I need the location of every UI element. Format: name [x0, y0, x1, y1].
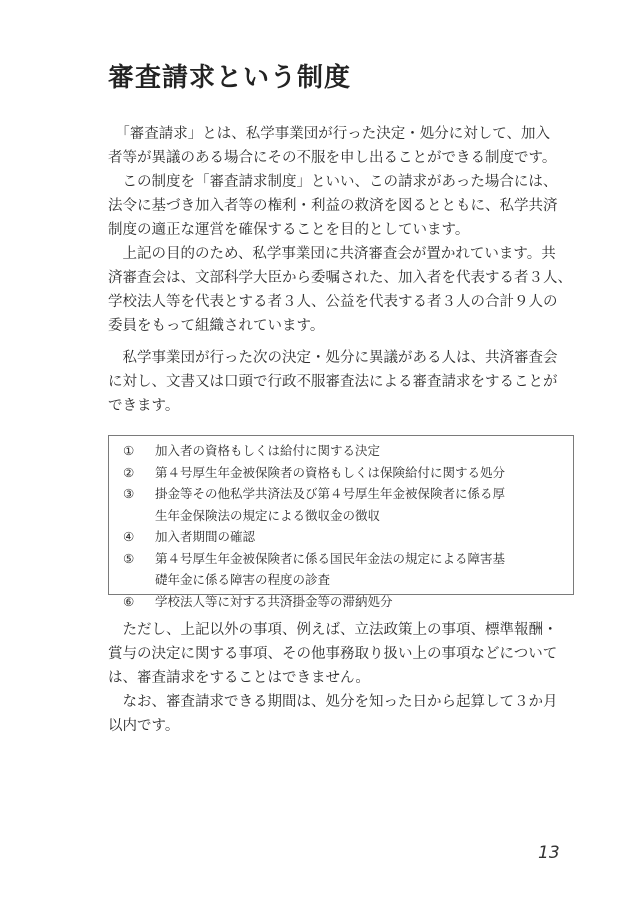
- paragraph: [108, 242, 578, 338]
- text-line: 済審査会は、文部科学大臣から委嘱された、加入者を代表する者３人、: [108, 270, 572, 286]
- paragraph: [108, 170, 578, 242]
- text-line: は、審査請求をすることはできません。: [108, 670, 370, 686]
- text-line: 委員をもって組織されています。: [108, 318, 325, 334]
- text-line: 以内です。: [108, 718, 180, 734]
- list-item-text: 生年金保険法の規定による徴収金の徴収: [155, 507, 381, 523]
- text-line: 上記の目的のため、私学事業団に共済審査会が置かれています。共: [108, 246, 556, 262]
- paragraph: [108, 618, 578, 690]
- text-line: に対し、文書又は口頭で行政不服審査法による審査請求をすることが: [108, 374, 558, 390]
- text-line: できます。: [108, 398, 180, 414]
- text-line: 学校法人等を代表とする者３人、公益を代表する者３人の合計９人の: [108, 294, 558, 310]
- decision-list-box: [108, 435, 574, 609]
- text-line: 私学事業団が行った次の決定・処分に異議がある人は、共済審査会: [108, 350, 558, 366]
- list-item-text: 加入者期間の確認: [155, 529, 256, 544]
- paragraph: [108, 346, 578, 418]
- list-item: [123, 548, 505, 591]
- list-item-text: 第４号厚生年金被保険者の資格もしくは保険給付に関する処分: [155, 464, 506, 480]
- list-item-number: ⑥: [123, 593, 135, 609]
- text-line: なお、審査請求できる期間は、処分を知った日から起算して３か月: [108, 694, 558, 710]
- intro-section: [108, 122, 578, 338]
- text-line: 賞与の決定に関する事項、その他事務取り扱い上の事項などについて: [108, 646, 558, 662]
- text-line: 法令に基づき加入者等の権利・利益の救済を図るとともに、私学共済: [108, 198, 558, 214]
- list-item: [123, 462, 505, 484]
- list-item-text: 掛金等その他私学共済法及び第４号厚生年金被保険者に係る厚: [155, 486, 506, 501]
- list-item: [123, 591, 505, 613]
- text-line: 制度の適正な運営を確保することを目的としています。: [108, 222, 470, 238]
- list-item-text: 第４号厚生年金被保険者に係る国民年金法の規定による障害基: [155, 550, 506, 566]
- paragraph: [108, 690, 578, 738]
- list-item: [123, 440, 505, 462]
- page-title: 審査請求という制度: [108, 63, 352, 93]
- list-item: [123, 526, 505, 548]
- list-item: [123, 483, 505, 526]
- decision-list: [123, 440, 505, 612]
- list-item-number: ⑤: [123, 550, 135, 566]
- paragraph: [108, 122, 578, 170]
- list-item-number: ④: [123, 529, 135, 544]
- text-line: ただし、上記以外の事項、例えば、立法政策上の事項、標準報酬・: [108, 622, 558, 638]
- exceptions-section: [108, 618, 578, 738]
- text-line: 者等が異議のある場合にその不服を申し出ることができる制度です。: [108, 150, 557, 166]
- text-line: この制度を「審査請求制度」といい、この請求があった場合には、: [108, 174, 558, 190]
- appeal-section: [108, 346, 578, 418]
- page-number: 13: [538, 843, 560, 863]
- list-item-text: 学校法人等に対する共済掛金等の滞納処分: [155, 593, 393, 609]
- text-line: 「審査請求」とは、私学事業団が行った決定・処分に対して、加入: [108, 126, 550, 142]
- list-item-number: ①: [123, 443, 135, 458]
- list-item-text: 礎年金に係る障害の程度の診査: [155, 572, 331, 587]
- list-item-number: ③: [123, 486, 135, 501]
- list-item-text: 加入者の資格もしくは給付に関する決定: [155, 443, 381, 458]
- list-item-number: ②: [123, 464, 135, 480]
